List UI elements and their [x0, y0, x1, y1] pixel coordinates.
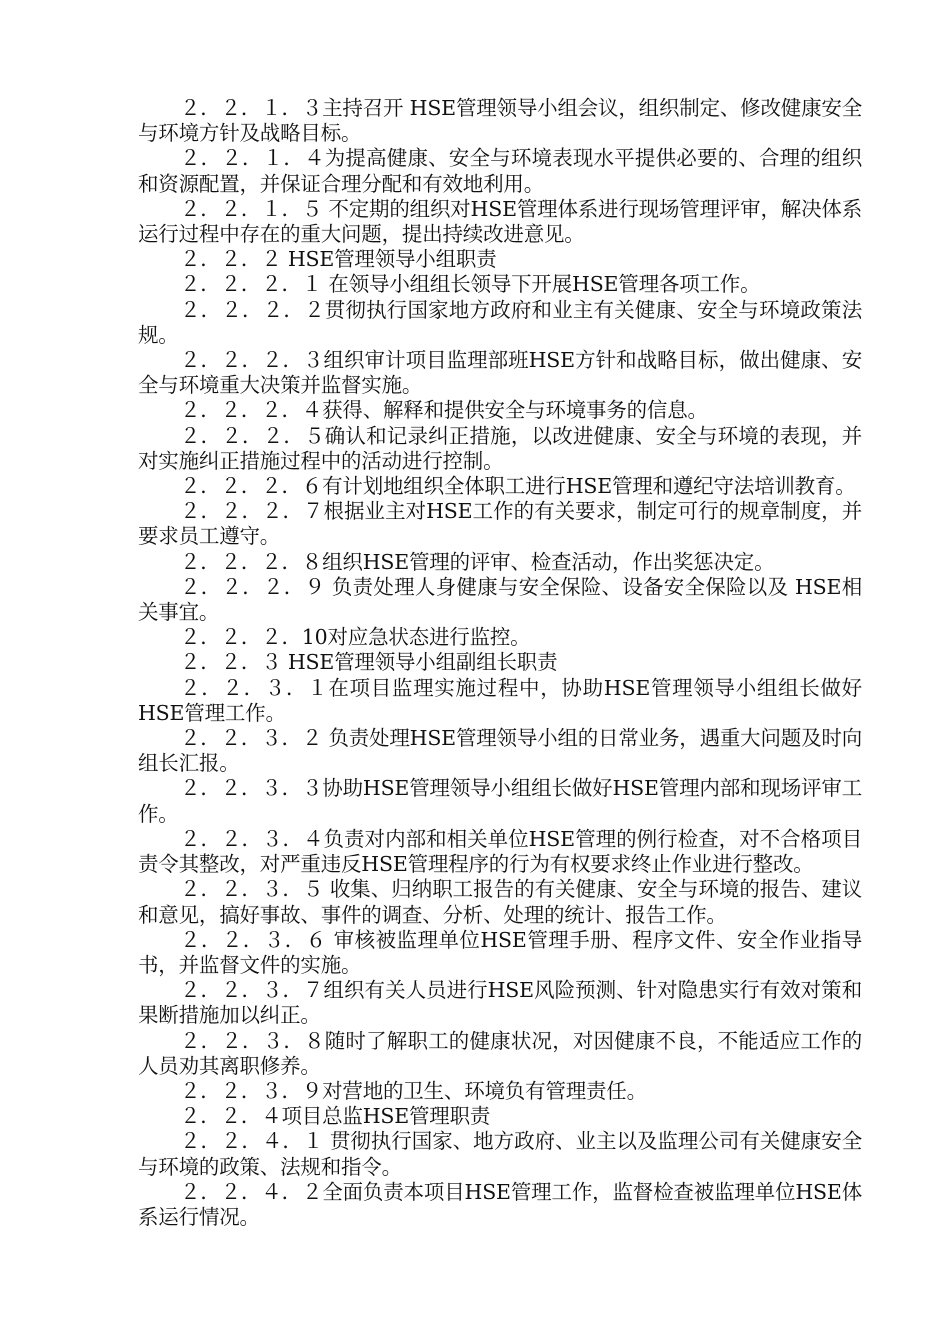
paragraph: ２．２．３．５ 收集、归纳职工报告的有关健康、安全与环境的报告、建议和意见，搞好事故、事件的调查、分析、处理的统计、报告工作。: [138, 877, 862, 927]
paragraph: ２．２．４．２全面负责本项目HSE管理工作，监督检查被监理单位HSE体系运行情况。: [138, 1179, 862, 1229]
section-heading: ２．２．２ HSE管理领导小组职责: [180, 247, 497, 272]
section-heading: ２．２．４项目总监HSE管理职责: [180, 1104, 491, 1129]
paragraph: ２．２．３．９对营地的卫生、环境负有管理责任。: [180, 1078, 647, 1103]
paragraph: ２．２．２．３组织审计项目监理部班HSE方针和战略目标，做出健康、安全与环境重大决策并监督实施。: [138, 348, 862, 398]
document-body: [138, 96, 862, 1230]
paragraph: ２．２．１．３主持召开 HSE管理领导小组会议，组织制定、修改健康安全与环境方针及战略目标。: [138, 96, 862, 146]
paragraph: ２．２．３．３协助HSE管理领导小组组长做好HSE管理内部和现场评审工作。: [138, 776, 862, 826]
paragraph: ２．２．２．７根据业主对HSE工作的有关要求，制定可行的规章制度，并要求员工遵守。: [138, 499, 862, 549]
paragraph: ２．２．３．７组织有关人员进行HSE风险预测、针对隐患实行有效对策和果断措施加以纠正。: [138, 978, 862, 1028]
paragraph: ２．２．１．４为提高健康、安全与环境表现水平提供必要的、合理的组织和资源配置，并保证合理分配和有效地利用。: [138, 146, 862, 196]
paragraph: ２．２．３．６ 审核被监理单位HSE管理手册、程序文件、安全作业指导书，并监督文件的实施。: [138, 927, 862, 977]
paragraph: ２．２．２．６有计划地组织全体职工进行HSE管理和遵纪守法培训教育。: [180, 474, 856, 499]
paragraph: ２．２．２．４获得、解释和提供安全与环境事务的信息。: [180, 398, 708, 423]
paragraph: ２．２．１．５ 不定期的组织对HSE管理体系进行现场管理评审，解决体系运行过程中存在的重大问题，提出持续改进意见。: [138, 196, 862, 247]
paragraph: ２．２．２．10对应急状态进行监控。: [180, 625, 531, 650]
paragraph: ２．２．３．８随时了解职工的健康状况，对因健康不良，不能适应工作的人员劝其离职修养。: [138, 1028, 862, 1078]
paragraph: ２．２．４．１ 贯彻执行国家、地方政府、业主以及监理公司有关健康安全与环境的政策、法规和指令。: [138, 1129, 862, 1179]
paragraph: ２．２．２．１ 在领导小组组长领导下开展HSE管理各项工作。: [180, 272, 761, 297]
paragraph: ２．２．３．４负责对内部和相关单位HSE管理的例行检查，对不合格项目责令其整改，对严重违反HSE管理程序的行为有权要求终止作业进行整改。: [138, 826, 862, 877]
paragraph: ２．２．３．１在项目监理实施过程中，协助HSE管理领导小组组长做好HSE管理工作。: [138, 675, 862, 725]
paragraph: ２．２．３．２ 负责处理HSE管理领导小组的日常业务，遇重大问题及时向组长汇报。: [138, 726, 862, 776]
section-heading: ２．２．３ HSE管理领导小组副组长职责: [180, 650, 558, 675]
paragraph: ２．２．２．９ 负责处理人身健康与安全保险、设备安全保险以及 HSE相关事宜。: [138, 574, 862, 625]
paragraph: ２．２．２．５确认和记录纠正措施，以改进健康、安全与环境的表现，并对实施纠正措施过程中的活动进行控制。: [138, 423, 862, 473]
paragraph: ２．２．２．８组织HSE管理的评审、检查活动，作出奖惩决定。: [180, 549, 775, 574]
paragraph: ２．２．２．２贯彻执行国家地方政府和业主有关健康、安全与环境政策法规。: [138, 297, 862, 347]
